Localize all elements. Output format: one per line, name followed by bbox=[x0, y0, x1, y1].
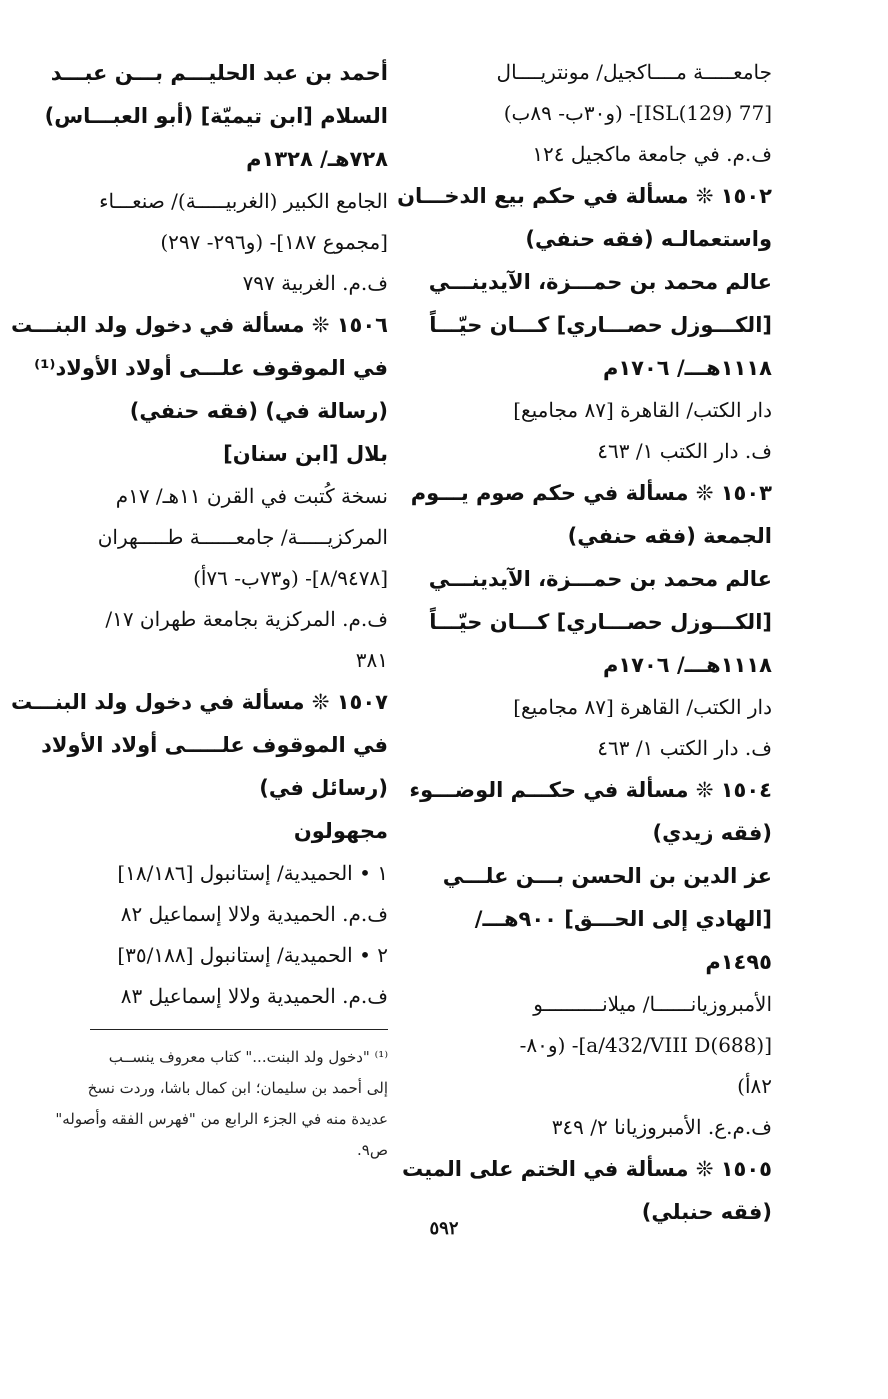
entry-detail-line: نسخة كُتبت في القرن ١١هـ/ ١٧م bbox=[115, 484, 388, 508]
entry-detail-line: ف.م. في جامعة ماكجيل ١٢٤ bbox=[532, 142, 772, 166]
entry-heading-line: عالم محمد بن حمـــزة، الآيدينـــي bbox=[428, 270, 772, 294]
footnote-line: ⁽¹⁾ "دخول ولد البنت..." كتاب معروف ينســب bbox=[108, 1048, 388, 1066]
right-column bbox=[397, 52, 772, 1234]
entry-heading-line: عز الدين بن الحسن بـــن علـــي bbox=[442, 864, 772, 888]
entry-heading-line: ١١١٨هـــ/ ١٧٠٦م bbox=[602, 356, 772, 380]
entry-detail-line: ف. دار الكتب ١/ ٤٦٣ bbox=[597, 439, 772, 463]
entry-heading-line: ١٥٠٣ ❊ مسألة في حكم صوم يـــوم bbox=[410, 481, 772, 505]
footnote-divider bbox=[90, 1029, 388, 1030]
entry-detail-line: ف.م. الغربية ٧٩٧ bbox=[242, 271, 388, 295]
entry-detail-line: ١ • الحميدية/ إستانبول [١٨/١٨٦] bbox=[117, 861, 388, 885]
entry-detail-line: جامعـــــة مــــاكجيل/ مونتريــــال bbox=[496, 60, 772, 84]
entry-detail-line: [مجموع ١٨٧]- (و٢٩٦- ٢٩٧) bbox=[160, 230, 388, 254]
entry-heading-line: أحمد بن عبد الحليـــم بـــن عبـــد bbox=[50, 61, 388, 85]
entry-detail-line: الأمبروزيانــــــا/ ميلانــــــــــو bbox=[533, 992, 772, 1016]
entry-heading-line: عالم محمد بن حمـــزة، الآيدينـــي bbox=[428, 567, 772, 591]
entry-heading-line: بلال [ابن سنان] bbox=[223, 442, 388, 466]
entry-heading-line: [الكـــوزل حصـــاري] كـــان حيّـــاً bbox=[429, 610, 772, 634]
entry-heading-line: الجمعة (فقه حنفي) bbox=[567, 524, 772, 548]
footnote-line: عديدة منه في الجزء الرابع من "فهرس الفقه وأصوله" bbox=[55, 1110, 388, 1128]
entry-heading-line: (رسالة في) (فقه حنفي) bbox=[129, 399, 388, 423]
entry-detail-line: المركزيـــــة/ جامعــــــة طـــــهران bbox=[97, 525, 388, 549]
entry-detail-line: [77 ISL(129)]- (و٣٠ب- ٨٩ب) bbox=[503, 101, 772, 125]
entry-detail-line: ٢ • الحميدية/ إستانبول [٣٥/١٨٨] bbox=[117, 943, 388, 967]
footnote bbox=[52, 1042, 388, 1166]
entry-heading-line: ٧٢٨هـ/ ١٣٢٨م bbox=[246, 147, 388, 171]
entry-detail-line: ف.م. الحميدية ولالا إسماعيل ٨٢ bbox=[120, 902, 388, 926]
entry-detail-line: [٨/٩٤٧٨]- (و٧٣ب- ٧٦أ) bbox=[193, 566, 388, 590]
left-column bbox=[11, 52, 388, 1017]
entry-detail-line: ٣٨١ bbox=[355, 648, 388, 672]
entry-heading-line: ١٥٠٧ ❊ مسألة في دخول ولد البنـــت bbox=[11, 690, 388, 714]
entry-heading-line: (فقه حنبلي) bbox=[641, 1200, 772, 1224]
entry-heading-line: ١٥٠٢ ❊ مسألة في حكم بيع الدخـــان bbox=[397, 184, 772, 208]
entry-detail-line: دار الكتب/ القاهرة [٨٧ مجاميع] bbox=[513, 695, 772, 719]
entry-heading-line: في الموقوف علـــــى أولاد الأولاد bbox=[41, 733, 388, 757]
entry-heading-line: ١٥٠٤ ❊ مسألة في حكـــم الوضـــوء bbox=[409, 778, 772, 802]
entry-heading-line: مجهولون bbox=[293, 819, 388, 843]
entry-heading-line: واستعمالـه (فقه حنفي) bbox=[525, 227, 772, 251]
entry-heading-line: ١٥٠٥ ❊ مسألة في الختم على الميت bbox=[401, 1157, 772, 1181]
footnote-line: ص٩. bbox=[357, 1141, 388, 1159]
entry-detail-line: ف. دار الكتب ١/ ٤٦٣ bbox=[597, 736, 772, 760]
entry-heading-line: ١٥٠٦ ❊ مسألة في دخول ولد البنـــت bbox=[11, 313, 388, 337]
entry-heading-line: في الموقوف علـــى أولاد الأولاد⁽¹⁾ bbox=[34, 356, 388, 380]
entry-detail-line: ف.م.ع. الأمبروزيانا ٢/ ٣٤٩ bbox=[551, 1115, 772, 1139]
entry-detail-line: دار الكتب/ القاهرة [٨٧ مجاميع] bbox=[513, 398, 772, 422]
entry-detail-line: [a/432/VIII D(688)]- (و٨٠- bbox=[519, 1033, 772, 1057]
entry-heading-line: [الهادي إلى الحـــق] ٩٠٠هـــ/ bbox=[474, 907, 772, 931]
entry-heading-line: [الكـــوزل حصـــاري] كـــان حيّـــاً bbox=[429, 313, 772, 337]
page-number: ٥٩٢ bbox=[429, 1218, 459, 1239]
entry-detail-line: ٨٢أ) bbox=[737, 1074, 772, 1098]
entry-detail-line: الجامع الكبير (الغربيـــــة)/ صنعـــاء bbox=[99, 189, 388, 213]
entry-heading-line: (رسائل في) bbox=[259, 776, 388, 800]
entry-heading-line: ١١١٨هـــ/ ١٧٠٦م bbox=[602, 653, 772, 677]
entry-heading-line: ١٤٩٥م bbox=[705, 950, 772, 974]
entry-detail-line: ف.م. المركزية بجامعة طهران ١٧/ bbox=[105, 607, 388, 631]
entry-heading-line: (فقه زيدي) bbox=[652, 821, 772, 845]
footnote-line: إلى أحمد بن سليمان؛ ابن كمال باشا، وردت نسخ bbox=[87, 1079, 388, 1097]
entry-detail-line: ف.م. الحميدية ولالا إسماعيل ٨٣ bbox=[120, 984, 388, 1008]
entry-heading-line: السلام [ابن تيميّة] (أبو العبـــاس) bbox=[44, 104, 388, 128]
